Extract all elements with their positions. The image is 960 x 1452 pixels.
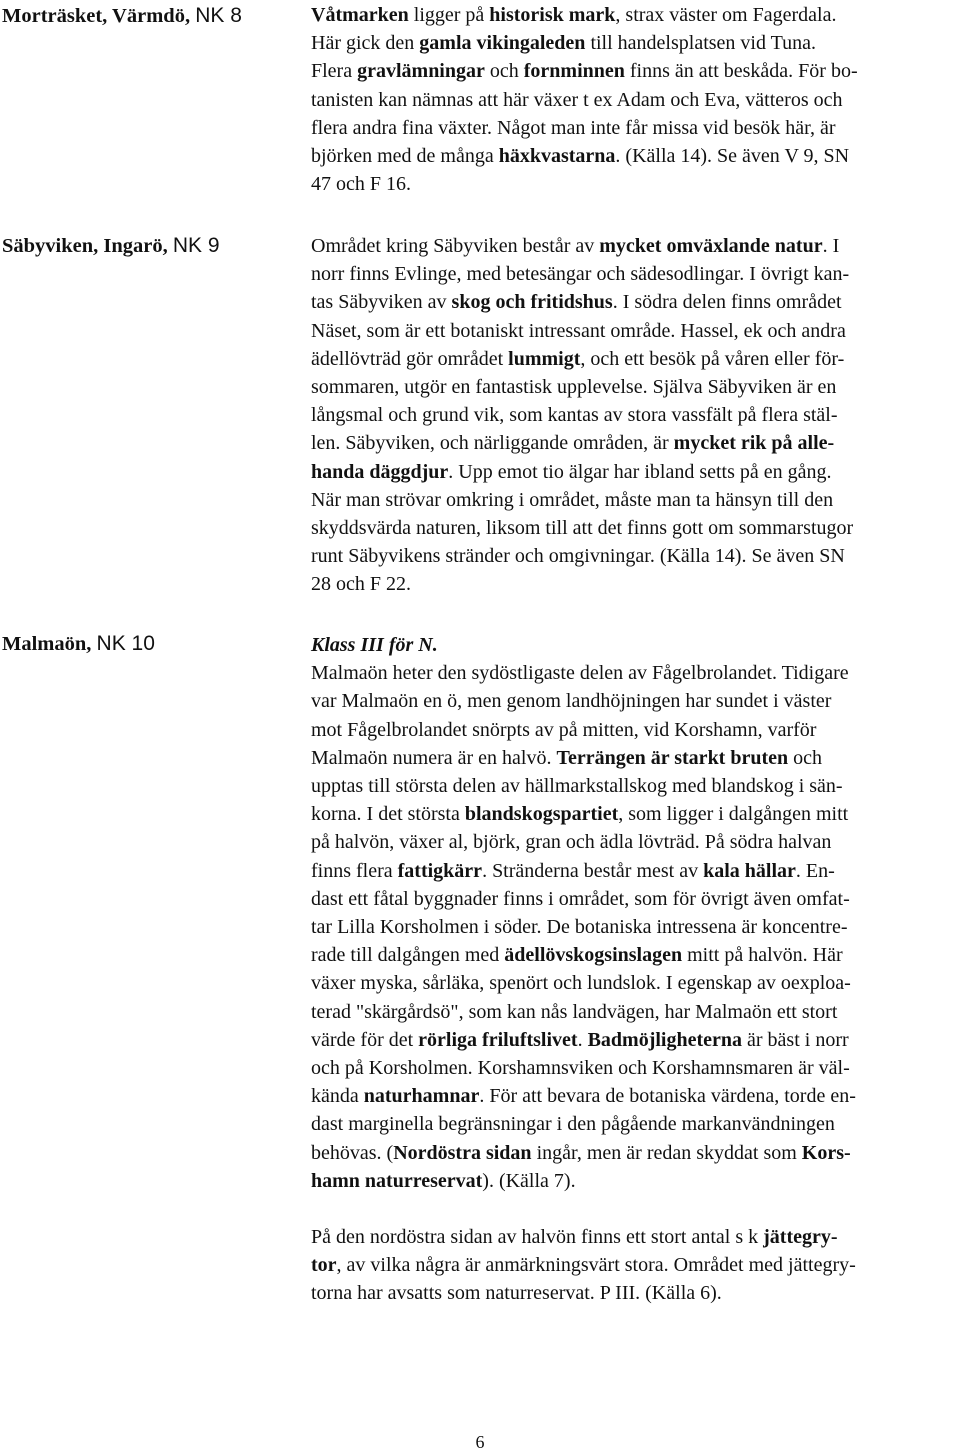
- text: rade till dalgången med: [311, 944, 505, 967]
- text: len. Säbyviken, och närliggande områden, är: [311, 432, 674, 455]
- text-line: [311, 941, 959, 969]
- text: finns än att beskåda. För bo-: [624, 60, 858, 83]
- entry-heading-morträsket: [2, 4, 302, 28]
- text-line: [311, 744, 959, 772]
- text: ingår, men är redan skyddat som: [531, 1141, 802, 1164]
- text-line: [311, 1167, 959, 1195]
- text: dast marginella begränsningar i den pågående markanvändningen: [311, 1113, 835, 1136]
- bold-text: gravlämningar: [357, 60, 485, 83]
- text: dast ett fåtal byggnader finns i området, som för övrigt även omfat-: [311, 887, 850, 910]
- bold-text: fattigkärr: [397, 859, 483, 882]
- text: mitt på halvön. Här: [682, 944, 843, 967]
- text-line: [311, 659, 959, 687]
- text: . Stränderna består mest av: [482, 859, 704, 882]
- entry-heading-säbyviken: [2, 234, 302, 258]
- entry-heading-name: Säbyviken, Ingarö,: [2, 235, 168, 257]
- bold-text: hamn naturreservat: [311, 1169, 483, 1192]
- text: 47 och F 16.: [311, 173, 411, 196]
- entry-heading-code: NK 8: [195, 4, 242, 27]
- text-line: [311, 1110, 959, 1138]
- text: och: [484, 60, 524, 83]
- entry-heading-code: NK 10: [96, 632, 155, 655]
- text-line: [311, 857, 959, 885]
- text: på halvön, växer al, björk, gran och ädla lövträd. På södra halvan: [311, 831, 832, 854]
- text-line: [311, 913, 959, 941]
- page-number: 6: [475, 1432, 485, 1452]
- text-line: [311, 57, 959, 85]
- text: , strax väster om Fagerdala.: [615, 4, 837, 26]
- text-line: [311, 1279, 959, 1307]
- bold-text: mycket omväxlande natur: [599, 235, 823, 257]
- text: Malmaön numera är en halvö.: [311, 746, 557, 769]
- text: , som ligger i dalgången mitt: [618, 803, 849, 826]
- text: 28 och F 22.: [311, 573, 411, 596]
- text: björken med de många: [311, 145, 499, 168]
- text-line: [311, 687, 959, 715]
- bold-text: ädellövskogsinslagen: [504, 944, 683, 967]
- text: Flera: [311, 60, 358, 83]
- text: Här gick den: [311, 32, 420, 55]
- text: och på Korsholmen. Korshamnsviken och Korshamnsmaren är väl-: [311, 1057, 850, 1080]
- text-line: [311, 345, 959, 373]
- bold-text: jättegry-: [763, 1226, 838, 1249]
- bold-text: Nordöstra sidan: [393, 1141, 532, 1164]
- bold-text: Våtmarken: [311, 4, 409, 26]
- text: behövas. (: [311, 1141, 394, 1164]
- text: kända: [311, 1085, 364, 1108]
- text-line: [311, 998, 959, 1026]
- text: , av vilka några är anmärkningsvärt stora. Området med jättegry-: [336, 1254, 856, 1277]
- entry-text-morträsket: [311, 1, 959, 198]
- text: värde för det: [311, 1028, 419, 1051]
- text: var Malmaön en ö, men genom landhöjningen har sundet i väster: [311, 690, 832, 713]
- text: tar Lilla Korsholmen i söder. De botaniska intressena är koncentre-: [311, 916, 848, 939]
- text-line: [311, 1054, 959, 1082]
- text: . I södra delen finns området: [612, 291, 842, 314]
- text-line: [311, 1, 959, 29]
- text: ädellövträd gör området: [311, 347, 509, 370]
- text: På den nordöstra sidan av halvön finns ett stort antal s k: [311, 1226, 764, 1249]
- text-line: [311, 1082, 959, 1110]
- text-line: [311, 542, 959, 570]
- text-line: [311, 1223, 959, 1251]
- text: . (Källa 14). Se även V 9, SN: [615, 145, 850, 168]
- text-line: [311, 170, 959, 198]
- bold-text: Badmöjligheterna: [587, 1028, 743, 1051]
- text: och: [788, 746, 823, 769]
- text: . I: [822, 235, 840, 257]
- bold-text: naturhamnar: [363, 1085, 480, 1108]
- text: . Upp emot tio älgar har ibland setts på en gång.: [448, 460, 832, 483]
- bold-text: lummigt: [508, 347, 581, 370]
- text-line: [311, 800, 959, 828]
- bold-text: gamla vikingaleden: [419, 32, 586, 55]
- text-line: [311, 429, 959, 457]
- bold-text: skog och fritidshus: [451, 291, 613, 314]
- text-line: [311, 885, 959, 913]
- bold-text: historisk mark: [489, 4, 616, 26]
- text-line: [311, 486, 959, 514]
- bold-text: Terrängen är starkt bruten: [556, 746, 789, 769]
- bold-text: rörliga friluftslivet: [418, 1028, 578, 1051]
- bold-text: häxkvastarna: [498, 145, 616, 168]
- text-line: [311, 969, 959, 997]
- bold-text: tor: [311, 1254, 337, 1277]
- text-line: [311, 828, 959, 856]
- text: torna har avsatts som naturreservat. P III. (Källa 6).: [311, 1282, 722, 1305]
- bold-text: mycket rik på alle-: [673, 432, 835, 455]
- text: mot Fågelbrolandet snörpts av på mitten, vid Korshamn, varför: [311, 718, 817, 741]
- text-line: [311, 232, 959, 260]
- text-line: [311, 514, 959, 542]
- text: . För att bevara de botaniska värdena, torde en-: [479, 1085, 856, 1108]
- class-label: Klass III för N.: [311, 634, 438, 656]
- text: ). (Källa 7).: [482, 1169, 576, 1192]
- text: flera andra fina växter. Något man inte får missa vid besök här, är: [311, 116, 836, 139]
- text: , och ett besök på våren eller för-: [580, 347, 845, 370]
- text-line: [311, 317, 959, 345]
- text: är bäst i norr: [742, 1028, 849, 1051]
- entry-text-malmaön: [311, 631, 959, 1308]
- text-line: [311, 1026, 959, 1054]
- entry-text-säbyviken: [311, 232, 959, 599]
- entry-heading-name: Morträsket, Värmdö,: [2, 5, 191, 27]
- text: .: [577, 1028, 588, 1051]
- text-line: [311, 86, 959, 114]
- text-line: [311, 114, 959, 142]
- entry-heading-name: Malmaön,: [2, 633, 92, 655]
- text: Malmaön heter den sydöstligaste delen av Fågelbrolandet. Tidigare: [311, 662, 849, 685]
- text-line: [311, 716, 959, 744]
- text: sommaren, utgör en fantastisk upplevelse. Själva Säbyviken är en: [311, 376, 837, 399]
- text: terad "skärgårdsö", som kan nås landvägen, har Malmaön ett stort: [311, 1000, 838, 1023]
- text: finns flera: [311, 859, 398, 882]
- text-line: [311, 373, 959, 401]
- paragraph-gap: [311, 1195, 959, 1223]
- entry-heading-code: NK 9: [172, 234, 220, 257]
- text-line: [311, 1251, 959, 1279]
- text-line: [311, 570, 959, 598]
- text: långsmal och grund vik, som kantas av stora vassfält på flera stäl-: [311, 404, 838, 427]
- bold-text: kala hällar: [703, 859, 796, 882]
- text: tanisten kan nämnas att här växer t ex Adam och Eva, vätteros och: [311, 88, 843, 111]
- bold-text: blandskogspartiet: [464, 803, 619, 826]
- text: upptas till största delen av hällmarkstallskog med blandskog i sän-: [311, 775, 843, 798]
- text-line: [311, 288, 959, 316]
- text: till handelsplatsen vid Tuna.: [585, 32, 816, 55]
- text-line: [311, 458, 959, 486]
- text: . En-: [795, 859, 835, 882]
- text-line: [311, 29, 959, 57]
- text: växer myska, sårläka, spenört och lundslok. I egenskap av oexploa-: [311, 972, 851, 995]
- bold-text: handa däggdjur: [311, 460, 449, 483]
- text: tas Säbyviken av: [311, 291, 452, 314]
- text-line: [311, 142, 959, 170]
- text: runt Säbyvikens stränder och omgivningar. (Källa 14). Se även SN: [311, 545, 845, 568]
- bold-text: Kors-: [801, 1141, 851, 1164]
- text-line: [311, 260, 959, 288]
- text-line: [311, 772, 959, 800]
- text: Näset, som är ett botaniskt intressant område. Hassel, ek och andra: [311, 319, 846, 342]
- text: skyddsvärda naturen, liksom till att det finns gott om sommarstugor: [311, 517, 854, 540]
- text: norr finns Evlinge, med betesängar och sädesodlingar. I övrigt kan-: [311, 263, 850, 286]
- text: ligger på: [408, 4, 490, 26]
- text: korna. I det största: [311, 803, 465, 826]
- text-line: [311, 401, 959, 429]
- text: Området kring Säbyviken består av: [311, 235, 600, 257]
- text-line: [311, 1139, 959, 1167]
- bold-text: fornminnen: [523, 60, 625, 83]
- text: När man strövar omkring i området, måste man ta hänsyn till den: [311, 488, 834, 511]
- entry-heading-malmaön: [2, 632, 302, 656]
